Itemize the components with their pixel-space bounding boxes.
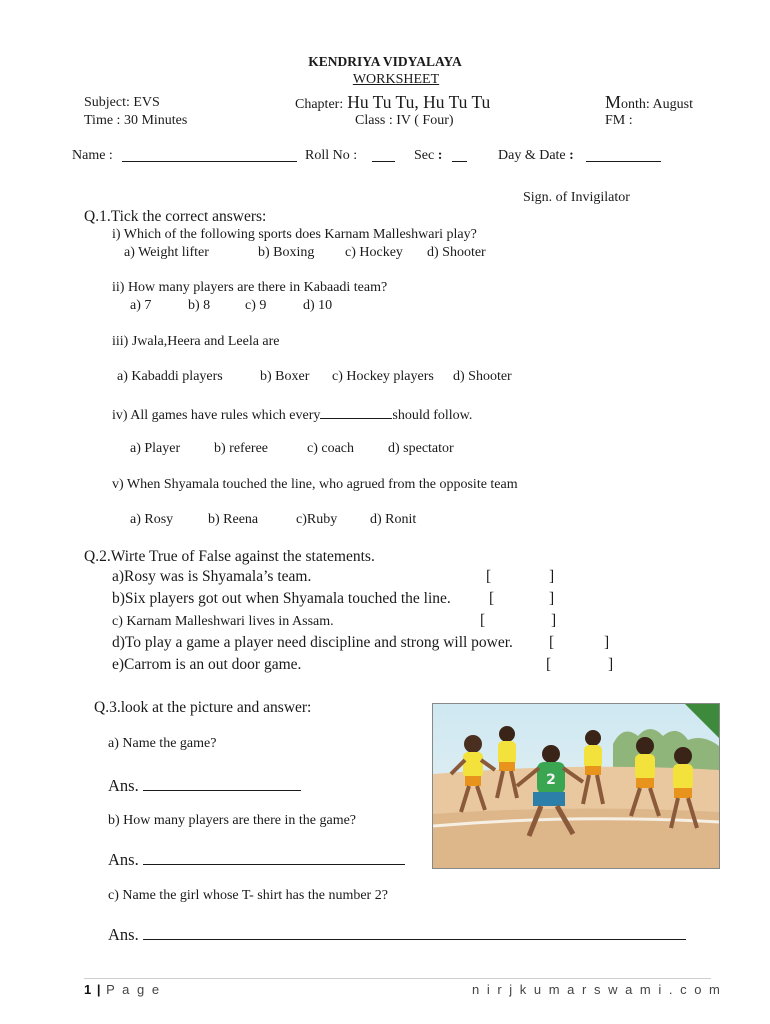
q1-i-option-d[interactable]: d) Shooter [427,245,486,260]
q3-part-b: b) How many players are there in the game? [108,813,357,828]
q1-iii-text: iii) Jwala,Heera and Leela are [112,334,280,349]
month-text: onth: August [621,97,693,112]
q2-bracket-e-open: [ [546,656,552,673]
sec-label-text: Sec [414,148,435,163]
date-label-text: Day & Date [498,148,566,163]
roll-field[interactable] [372,147,395,162]
q1-iii-option-b[interactable]: b) Boxer [260,369,310,384]
q1-ii-text: ii) How many players are there in Kabaadi team? [112,280,388,295]
chapter-label: Chapter: [295,97,344,112]
name-field[interactable] [122,147,297,162]
q3-part-a: a) Name the game? [108,736,217,751]
q2-statement-e: e)Carrom is an out door game. [112,656,302,673]
q2-statement-d: d)To play a game a player need discipline and strong will power. [112,634,513,651]
q1-iv-blank[interactable] [320,404,392,419]
class-info: Class : IV ( Four) [355,113,454,128]
q1-iv-text-before: iv) All games have rules which every [112,408,321,423]
sec-field[interactable] [452,147,467,162]
q1-iii-option-a[interactable]: a) Kabaddi players [117,369,223,384]
footer-rule [84,978,711,979]
q2-bracket-b-open: [ [489,590,495,607]
subject: Subject: EVS [84,95,160,110]
q1-ii-option-d[interactable]: d) 10 [303,298,333,313]
jersey-number: 2 [546,772,556,788]
q1-ii-option-b[interactable]: b) 8 [188,298,211,313]
q2-statement-a: a)Rosy was is Shyamala’s team. [112,568,312,585]
q3-part-c: c) Name the girl whose T- shirt has the number 2? [108,888,388,903]
q2-bracket-c-open: [ [480,612,486,629]
q1-i-option-b[interactable]: b) Boxing [258,245,315,260]
q3-ans-a-line[interactable] [143,774,301,791]
q1-iii-option-c[interactable]: c) Hockey players [332,369,434,384]
q1-i-text: i) Which of the following sports does Karnam Malleshwari play? [112,227,477,242]
q3-ans-b-label: Ans. [108,850,139,869]
q1-iv-text-after: should follow. [392,408,473,423]
q1-title: Q.1.Tick the correct answers: [84,208,267,225]
q2-title: Q.2.Wirte True of False against the statements. [84,548,375,565]
q1-v-text: v) When Shyamala touched the line, who agrued from the opposite team [112,477,518,492]
q1-i-option-c[interactable]: c) Hockey [345,245,403,260]
date-label [498,148,574,164]
chapter [295,92,490,113]
chapter-name: Hu Tu Tu, Hu Tu Tu [347,92,491,112]
date-field[interactable] [586,147,661,162]
worksheet-title: WORKSHEET [352,72,440,87]
q3-ans-b-line[interactable] [143,848,405,865]
q3-ans-b [108,848,405,870]
time: Time : 30 Minutes [84,113,188,128]
q2-bracket-d-open: [ [549,634,555,651]
q3-ans-a-label: Ans. [108,776,139,795]
q3-ans-c [108,923,686,945]
q2-bracket-a-close: ] [549,568,555,585]
q1-iv-option-b[interactable]: b) referee [214,441,269,456]
q1-iv-option-c[interactable]: c) coach [307,441,355,456]
q1-iv-option-d[interactable]: d) spectator [388,441,454,456]
page-number-value: 1 [84,982,93,997]
q1-iii-option-d[interactable]: d) Shooter [453,369,512,384]
footer-site: n i r j k u m a r s w a m i . c o m [472,982,722,997]
q2-bracket-e-close: ] [608,656,614,673]
school-name: KENDRIYA VIDYALAYA [308,54,462,69]
fm: FM : [605,113,633,128]
q3-ans-c-label: Ans. [108,925,139,944]
date-colon: : [569,148,574,163]
q1-v-option-a[interactable]: a) Rosy [130,512,174,527]
page-word: P a g e [106,982,162,997]
q1-v-option-b[interactable]: b) Reena [208,512,259,527]
q3-ans-a [108,774,301,796]
kabaddi-picture [432,703,720,869]
month-initial: M [605,92,622,112]
page-number-separator: | [96,982,102,997]
q2-statement-b: b)Six players got out when Shyamala touched the line. [112,590,451,607]
q1-i-option-a[interactable]: a) Weight lifter [124,245,209,260]
q1-v-option-c[interactable]: c)Ruby [296,512,338,527]
invigilator-sign: Sign. of Invigilator [523,190,630,205]
q2-bracket-a-open: [ [486,568,492,585]
q2-bracket-c-close: ] [551,612,557,629]
q3-title: Q.3.look at the picture and answer: [94,699,312,716]
q1-v-option-d[interactable]: d) Ronit [370,512,417,527]
q1-iv-option-a[interactable]: a) Player [130,441,181,456]
q2-bracket-d-close: ] [604,634,610,651]
q1-ii-option-c[interactable]: c) 9 [245,298,267,313]
month [605,92,693,113]
page-number [84,982,161,997]
q1-ii-option-a[interactable]: a) 7 [130,298,152,313]
sec-colon: : [437,148,443,163]
kabaddi-illustration [433,704,719,868]
name-label: Name : [72,148,113,163]
sec-label [414,148,442,164]
q3-ans-c-line[interactable] [143,923,686,940]
q2-statement-c: c) Karnam Malleshwari lives in Assam. [112,614,334,629]
q1-iv-text [112,404,472,424]
q2-bracket-b-close: ] [549,590,555,607]
roll-label: Roll No : [305,148,358,163]
